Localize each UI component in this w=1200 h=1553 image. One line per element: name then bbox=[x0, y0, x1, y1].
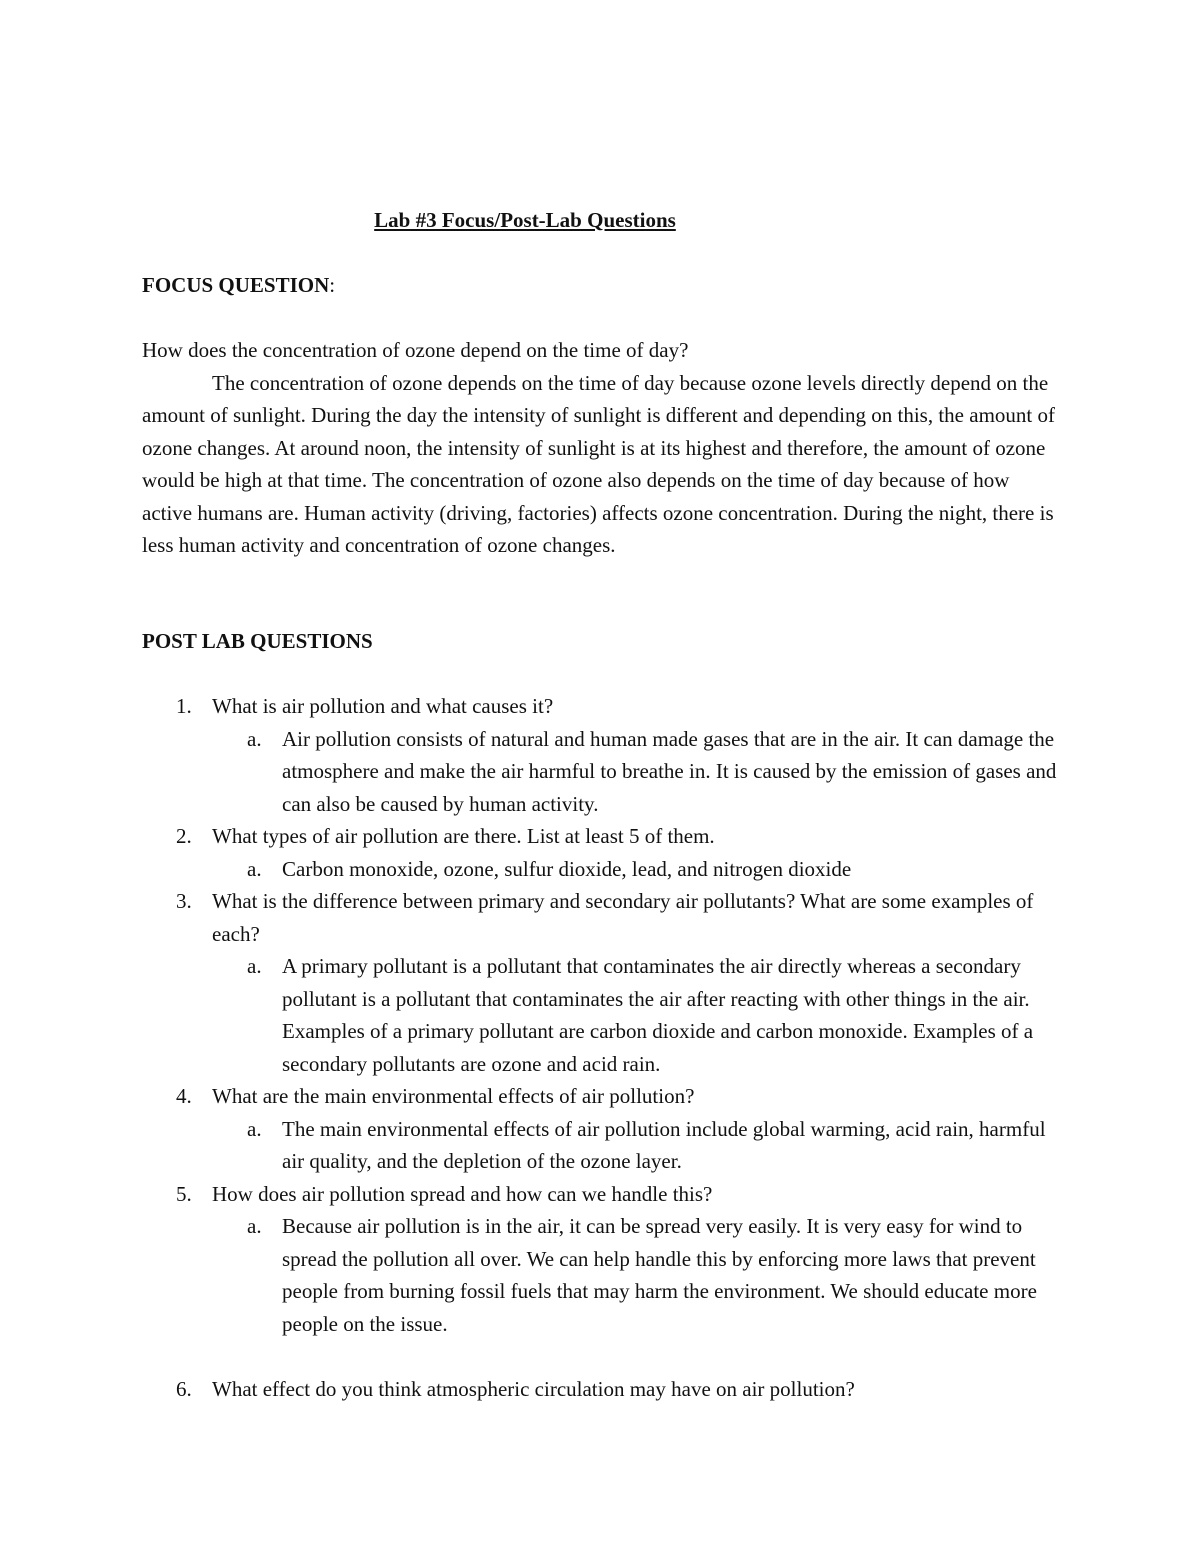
answer-label: a. bbox=[247, 856, 262, 881]
question-text: What types of air pollution are there. List at least 5 of them. bbox=[212, 824, 715, 848]
question-number: 6. bbox=[176, 1376, 192, 1401]
answer-list bbox=[212, 853, 1062, 886]
question-text: How does air pollution spread and how can we handle this? bbox=[212, 1181, 713, 1206]
focus-question-text: How does the concentration of ozone depend on the time of day? bbox=[142, 338, 689, 362]
answer-label: a. bbox=[247, 1116, 262, 1141]
answer-label: a. bbox=[247, 1214, 262, 1238]
question-text: What is the difference between primary and secondary air pollutants? What are some examples of each? bbox=[212, 889, 1034, 946]
answer-list bbox=[212, 950, 1062, 1080]
question-number: 4. bbox=[176, 1084, 192, 1108]
question-number: 2. bbox=[176, 824, 192, 848]
answer-item bbox=[212, 1210, 1062, 1340]
answer-text: The main environmental effects of air pollution include global warming, acid rain, harmful air quality, and the depletion of the ozone layer. bbox=[282, 1116, 1046, 1173]
answer-item bbox=[212, 950, 1062, 1080]
answer-item bbox=[212, 853, 1062, 886]
document-title: Lab #3 Focus/Post-Lab Questions bbox=[374, 208, 676, 232]
question-item-4 bbox=[142, 1080, 1062, 1178]
question-number: 5. bbox=[176, 1181, 192, 1206]
answer-list bbox=[212, 723, 1062, 821]
question-item-3 bbox=[142, 885, 1062, 1080]
question-item-5 bbox=[142, 1178, 1062, 1341]
focus-heading-colon: : bbox=[329, 273, 336, 297]
answer-text: A primary pollutant is a pollutant that contaminates the air directly whereas a secondary pollutant is a pollutant that contaminates the air after reacting with other things in the air. Examples of a primary pollutant are carbon dioxide and carbon monoxide. Examples of a secondary pollutants are ozone and acid rain. bbox=[282, 954, 1034, 1076]
question-text: What are the main environmental effects of air pollution? bbox=[212, 1084, 695, 1108]
focus-answer-paragraph: The concentration of ozone depends on the time of day because ozone levels directly depend on the amount of sunlight. During the day the intensity of sunlight is different and depending on this, the amount of ozone changes. At around noon, the intensity of sunlight is at its highest and therefore, the amount of ozone would be high at that time. The concentration of ozone also depends on the time of day because of how active humans are. Human activity (driving, factories) affects ozone concentration. During the night, there is less human activity and concentration of ozone changes. bbox=[142, 370, 1055, 557]
answer-item bbox=[212, 1113, 1062, 1178]
post-lab-heading: POST LAB QUESTIONS bbox=[142, 629, 373, 653]
focus-heading-text: FOCUS QUESTION bbox=[142, 273, 330, 297]
post-lab-question-list bbox=[142, 690, 1062, 1405]
answer-label: a. bbox=[247, 726, 262, 751]
answer-item bbox=[212, 723, 1062, 821]
focus-section bbox=[142, 334, 1062, 562]
question-text: What is air pollution and what causes it? bbox=[212, 694, 554, 718]
answer-list bbox=[212, 1113, 1062, 1178]
question-item-2 bbox=[142, 820, 1062, 885]
answer-label: a. bbox=[247, 954, 262, 978]
answer-text: Carbon monoxide, ozone, sulfur dioxide, lead, and nitrogen dioxide bbox=[282, 856, 852, 881]
question-text: What effect do you think atmospheric circulation may have on air pollution? bbox=[212, 1376, 855, 1401]
focus-question-heading bbox=[142, 269, 335, 302]
question-number: 1. bbox=[176, 694, 192, 718]
answer-text: Because air pollution is in the air, it can be spread very easily. It is very easy for wind to spread the pollution all over. We can help handle this by enforcing more laws that prevent people from burning fossil fuels that may harm the environment. We should educate more people on the issue. bbox=[282, 1214, 1037, 1336]
answer-text: Air pollution consists of natural and human made gases that are in the air. It can damage the atmosphere and make the air harmful to breathe in. It is caused by the emission of gases and can also be caused by human activity. bbox=[282, 726, 1057, 816]
answer-list bbox=[212, 1210, 1062, 1340]
question-number: 3. bbox=[176, 889, 192, 913]
question-item-1 bbox=[142, 690, 1062, 820]
question-item-6 bbox=[142, 1373, 1062, 1406]
